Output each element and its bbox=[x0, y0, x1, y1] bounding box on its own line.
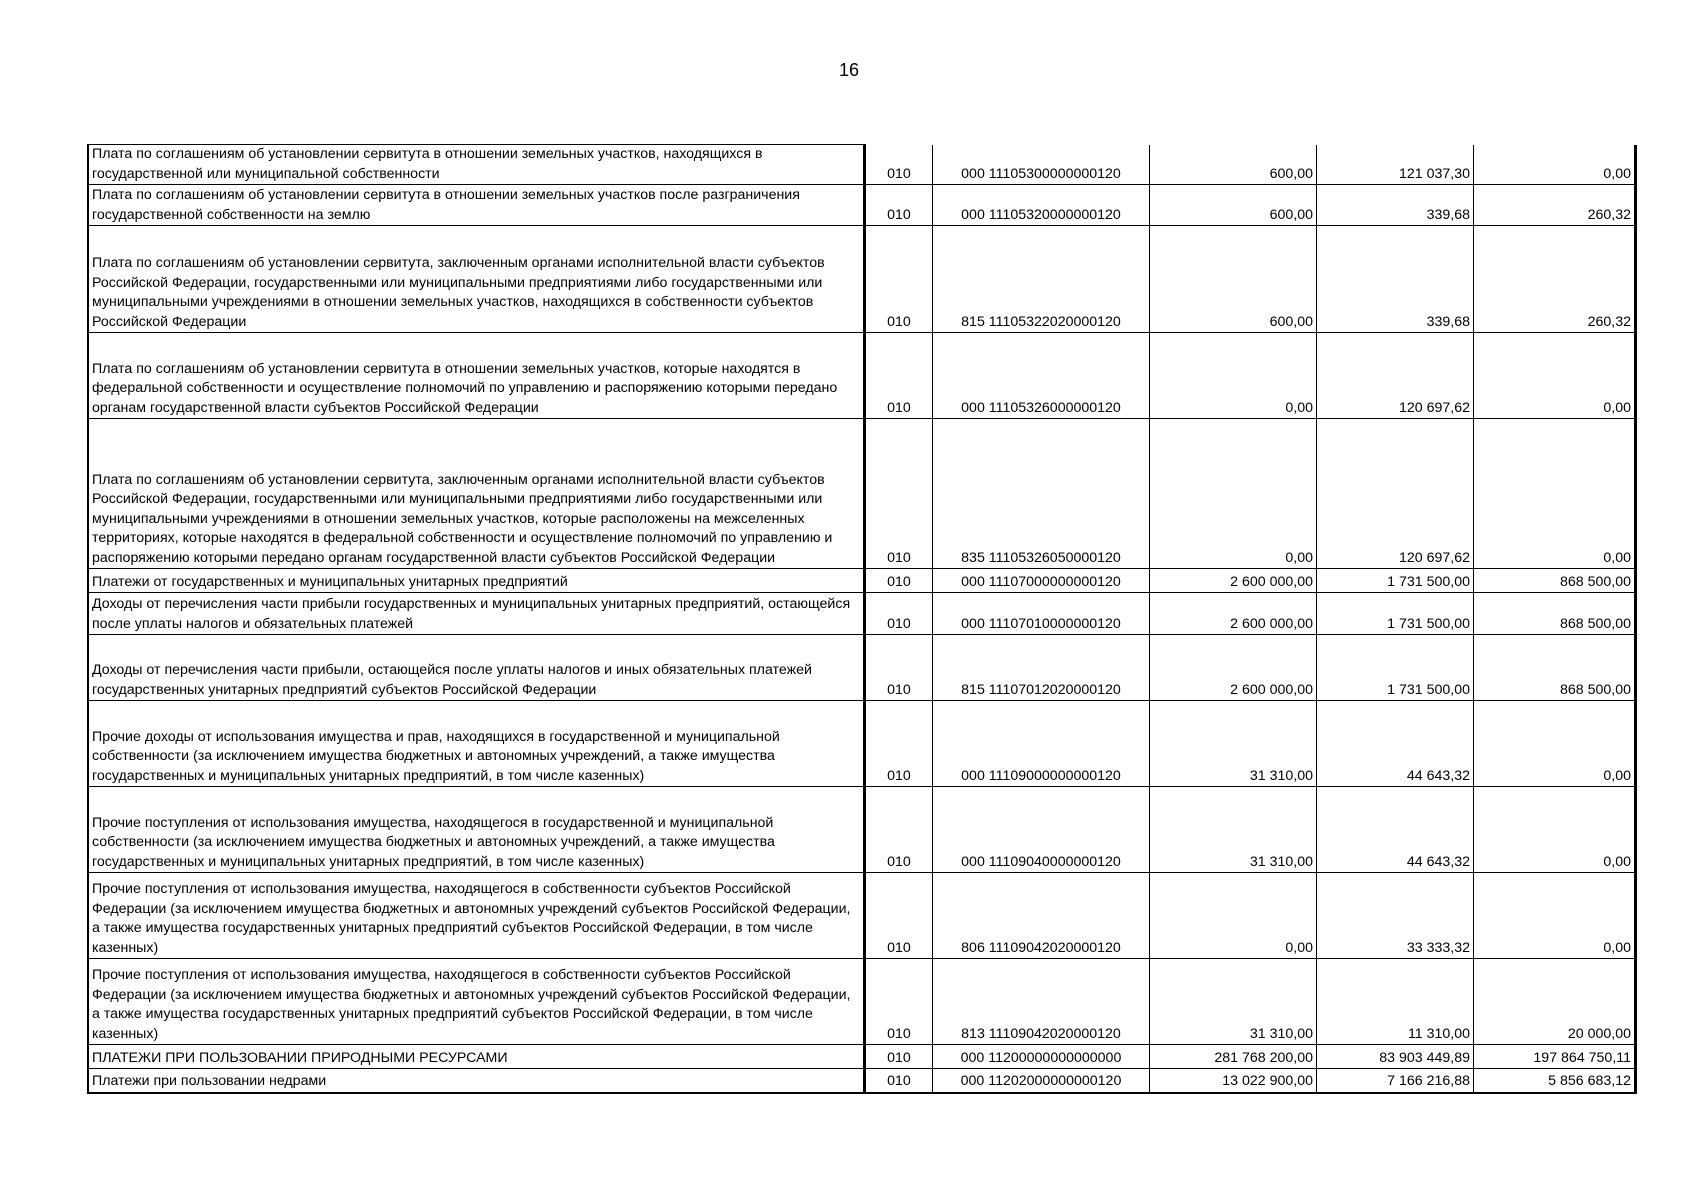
row-kbk: 813 11109042020000120 bbox=[933, 959, 1150, 1045]
row-name: Прочие поступления от использования имущества, находящегося в собственности субъектов Российской Федерации (за исключением имущества бюджетных и автономных учреждений субъектов Российской Федерации, а также имущества государственных унитарных предприятий субъектов Российской Федерации, в том числе казенных) bbox=[88, 873, 865, 959]
row-unexecuted: 0,00 bbox=[1474, 145, 1636, 185]
row-code: 010 bbox=[865, 873, 933, 959]
row-name: Платежи от государственных и муниципальных унитарных предприятий bbox=[88, 569, 865, 593]
table-row bbox=[88, 1069, 1636, 1093]
row-name: Прочие доходы от использования имущества и прав, находящихся в государственной и муниципальной собственности (за исключением имущества бюджетных и автономных учреждений, а также имущества государственных и муниципальных унитарных предприятий, в том числе казенных) bbox=[88, 701, 865, 787]
row-code: 010 bbox=[865, 1045, 933, 1069]
row-code: 010 bbox=[865, 226, 933, 333]
row-unexecuted: 0,00 bbox=[1474, 787, 1636, 873]
row-kbk: 000 11105300000000120 bbox=[933, 145, 1150, 185]
row-executed: 120 697,62 bbox=[1317, 333, 1474, 419]
row-kbk: 000 11109000000000120 bbox=[933, 701, 1150, 787]
row-executed: 120 697,62 bbox=[1317, 419, 1474, 569]
row-kbk: 000 11105326000000120 bbox=[933, 333, 1150, 419]
row-kbk: 815 11105322020000120 bbox=[933, 226, 1150, 333]
row-executed: 7 166 216,88 bbox=[1317, 1069, 1474, 1093]
table-row bbox=[88, 635, 1636, 701]
row-name: Доходы от перечисления части прибыли государственных и муниципальных унитарных предприятий, остающейся после уплаты налогов и обязательных платежей bbox=[88, 593, 865, 635]
row-kbk: 000 11105320000000120 bbox=[933, 185, 1150, 226]
table-row bbox=[88, 1045, 1636, 1069]
row-executed: 44 643,32 bbox=[1317, 787, 1474, 873]
row-unexecuted: 868 500,00 bbox=[1474, 569, 1636, 593]
row-executed: 1 731 500,00 bbox=[1317, 635, 1474, 701]
row-name: Плата по соглашениям об установлении сервитута в отношении земельных участков, которые находятся в федеральной собственности и осуществление полномочий по управлению и распоряжению которыми передано органам государственной власти субъектов Российской Федерации bbox=[88, 333, 865, 419]
table-row bbox=[88, 873, 1636, 959]
row-kbk: 000 11202000000000120 bbox=[933, 1069, 1150, 1093]
row-name: Плата по соглашениям об установлении сервитута в отношении земельных участков после разграничения государственной собственности на землю bbox=[88, 185, 865, 226]
row-unexecuted: 260,32 bbox=[1474, 185, 1636, 226]
row-code: 010 bbox=[865, 569, 933, 593]
row-kbk: 806 11109042020000120 bbox=[933, 873, 1150, 959]
row-name: Плата по соглашениям об установлении сервитута, заключенным органами исполнительной власти субъектов Российской Федерации, государственными или муниципальными предприятиями либо государственными или муниципальными учреждениями в отношении земельных участков, находящихся в собственности субъектов Российской Федерации bbox=[88, 226, 865, 333]
row-executed: 121 037,30 bbox=[1317, 145, 1474, 185]
row-code: 010 bbox=[865, 1069, 933, 1093]
row-code: 010 bbox=[865, 333, 933, 419]
row-executed: 339,68 bbox=[1317, 226, 1474, 333]
row-code: 010 bbox=[865, 185, 933, 226]
row-assigned: 0,00 bbox=[1150, 419, 1317, 569]
row-name: Прочие поступления от использования имущества, находящегося в государственной и муниципальной собственности (за исключением имущества бюджетных и автономных учреждений, а также имущества государственных и муниципальных унитарных предприятий, в том числе казенных) bbox=[88, 787, 865, 873]
row-code: 010 bbox=[865, 959, 933, 1045]
row-code: 010 bbox=[865, 635, 933, 701]
row-executed: 11 310,00 bbox=[1317, 959, 1474, 1045]
row-assigned: 600,00 bbox=[1150, 226, 1317, 333]
row-executed: 44 643,32 bbox=[1317, 701, 1474, 787]
row-unexecuted: 5 856 683,12 bbox=[1474, 1069, 1636, 1093]
row-assigned: 13 022 900,00 bbox=[1150, 1069, 1317, 1093]
row-name: ПЛАТЕЖИ ПРИ ПОЛЬЗОВАНИИ ПРИРОДНЫМИ РЕСУРСАМИ bbox=[88, 1045, 865, 1069]
row-unexecuted: 0,00 bbox=[1474, 333, 1636, 419]
row-name: Плата по соглашениям об установлении сервитута, заключенным органами исполнительной власти субъектов Российской Федерации, государственными или муниципальными предприятиями либо государственными или муниципальными учреждениями в отношении земельных участков, которые расположены на межселенных территориях, которые находятся в федеральной собственности и осуществление полномочий по управлению и распоряжению которыми передано органам государственной власти субъектов Российской Федерации bbox=[88, 419, 865, 569]
row-unexecuted: 0,00 bbox=[1474, 701, 1636, 787]
table-row bbox=[88, 959, 1636, 1045]
row-kbk: 000 11200000000000000 bbox=[933, 1045, 1150, 1069]
row-kbk: 000 11107010000000120 bbox=[933, 593, 1150, 635]
row-assigned: 0,00 bbox=[1150, 333, 1317, 419]
row-executed: 1 731 500,00 bbox=[1317, 569, 1474, 593]
row-code: 010 bbox=[865, 787, 933, 873]
row-assigned: 281 768 200,00 bbox=[1150, 1045, 1317, 1069]
row-executed: 1 731 500,00 bbox=[1317, 593, 1474, 635]
row-unexecuted: 0,00 bbox=[1474, 873, 1636, 959]
revenue-table bbox=[87, 144, 1637, 1094]
row-assigned: 31 310,00 bbox=[1150, 959, 1317, 1045]
table-row bbox=[88, 185, 1636, 226]
row-executed: 339,68 bbox=[1317, 185, 1474, 226]
row-executed: 33 333,32 bbox=[1317, 873, 1474, 959]
table-row bbox=[88, 145, 1636, 185]
row-code: 010 bbox=[865, 145, 933, 185]
row-assigned: 2 600 000,00 bbox=[1150, 593, 1317, 635]
row-assigned: 2 600 000,00 bbox=[1150, 569, 1317, 593]
row-code: 010 bbox=[865, 701, 933, 787]
table-row bbox=[88, 787, 1636, 873]
row-unexecuted: 868 500,00 bbox=[1474, 635, 1636, 701]
row-name: Доходы от перечисления части прибыли, остающейся после уплаты налогов и иных обязательных платежей государственных унитарных предприятий субъектов Российской Федерации bbox=[88, 635, 865, 701]
row-assigned: 2 600 000,00 bbox=[1150, 635, 1317, 701]
row-unexecuted: 20 000,00 bbox=[1474, 959, 1636, 1045]
row-kbk: 815 11107012020000120 bbox=[933, 635, 1150, 701]
row-name: Прочие поступления от использования имущества, находящегося в собственности субъектов Российской Федерации (за исключением имущества бюджетных и автономных учреждений субъектов Российской Федерации, а также имущества государственных унитарных предприятий субъектов Российской Федерации, в том числе казенных) bbox=[88, 959, 865, 1045]
row-kbk: 000 11109040000000120 bbox=[933, 787, 1150, 873]
row-kbk: 835 11105326050000120 bbox=[933, 419, 1150, 569]
row-code: 010 bbox=[865, 593, 933, 635]
table-row bbox=[88, 419, 1636, 569]
page-number: 16 bbox=[838, 60, 860, 80]
row-unexecuted: 260,32 bbox=[1474, 226, 1636, 333]
row-name: Платежи при пользовании недрами bbox=[88, 1069, 865, 1093]
table-row bbox=[88, 569, 1636, 593]
row-unexecuted: 0,00 bbox=[1474, 419, 1636, 569]
table-row bbox=[88, 701, 1636, 787]
table-row bbox=[88, 333, 1636, 419]
row-name: Плата по соглашениям об установлении сервитута в отношении земельных участков, находящихся в государственной или муниципальной собственности bbox=[88, 145, 865, 185]
row-unexecuted: 868 500,00 bbox=[1474, 593, 1636, 635]
table-row bbox=[88, 593, 1636, 635]
row-executed: 83 903 449,89 bbox=[1317, 1045, 1474, 1069]
row-unexecuted: 197 864 750,11 bbox=[1474, 1045, 1636, 1069]
row-assigned: 600,00 bbox=[1150, 145, 1317, 185]
row-assigned: 0,00 bbox=[1150, 873, 1317, 959]
row-assigned: 31 310,00 bbox=[1150, 787, 1317, 873]
row-assigned: 31 310,00 bbox=[1150, 701, 1317, 787]
row-code: 010 bbox=[865, 419, 933, 569]
row-kbk: 000 11107000000000120 bbox=[933, 569, 1150, 593]
table-row bbox=[88, 226, 1636, 333]
row-assigned: 600,00 bbox=[1150, 185, 1317, 226]
